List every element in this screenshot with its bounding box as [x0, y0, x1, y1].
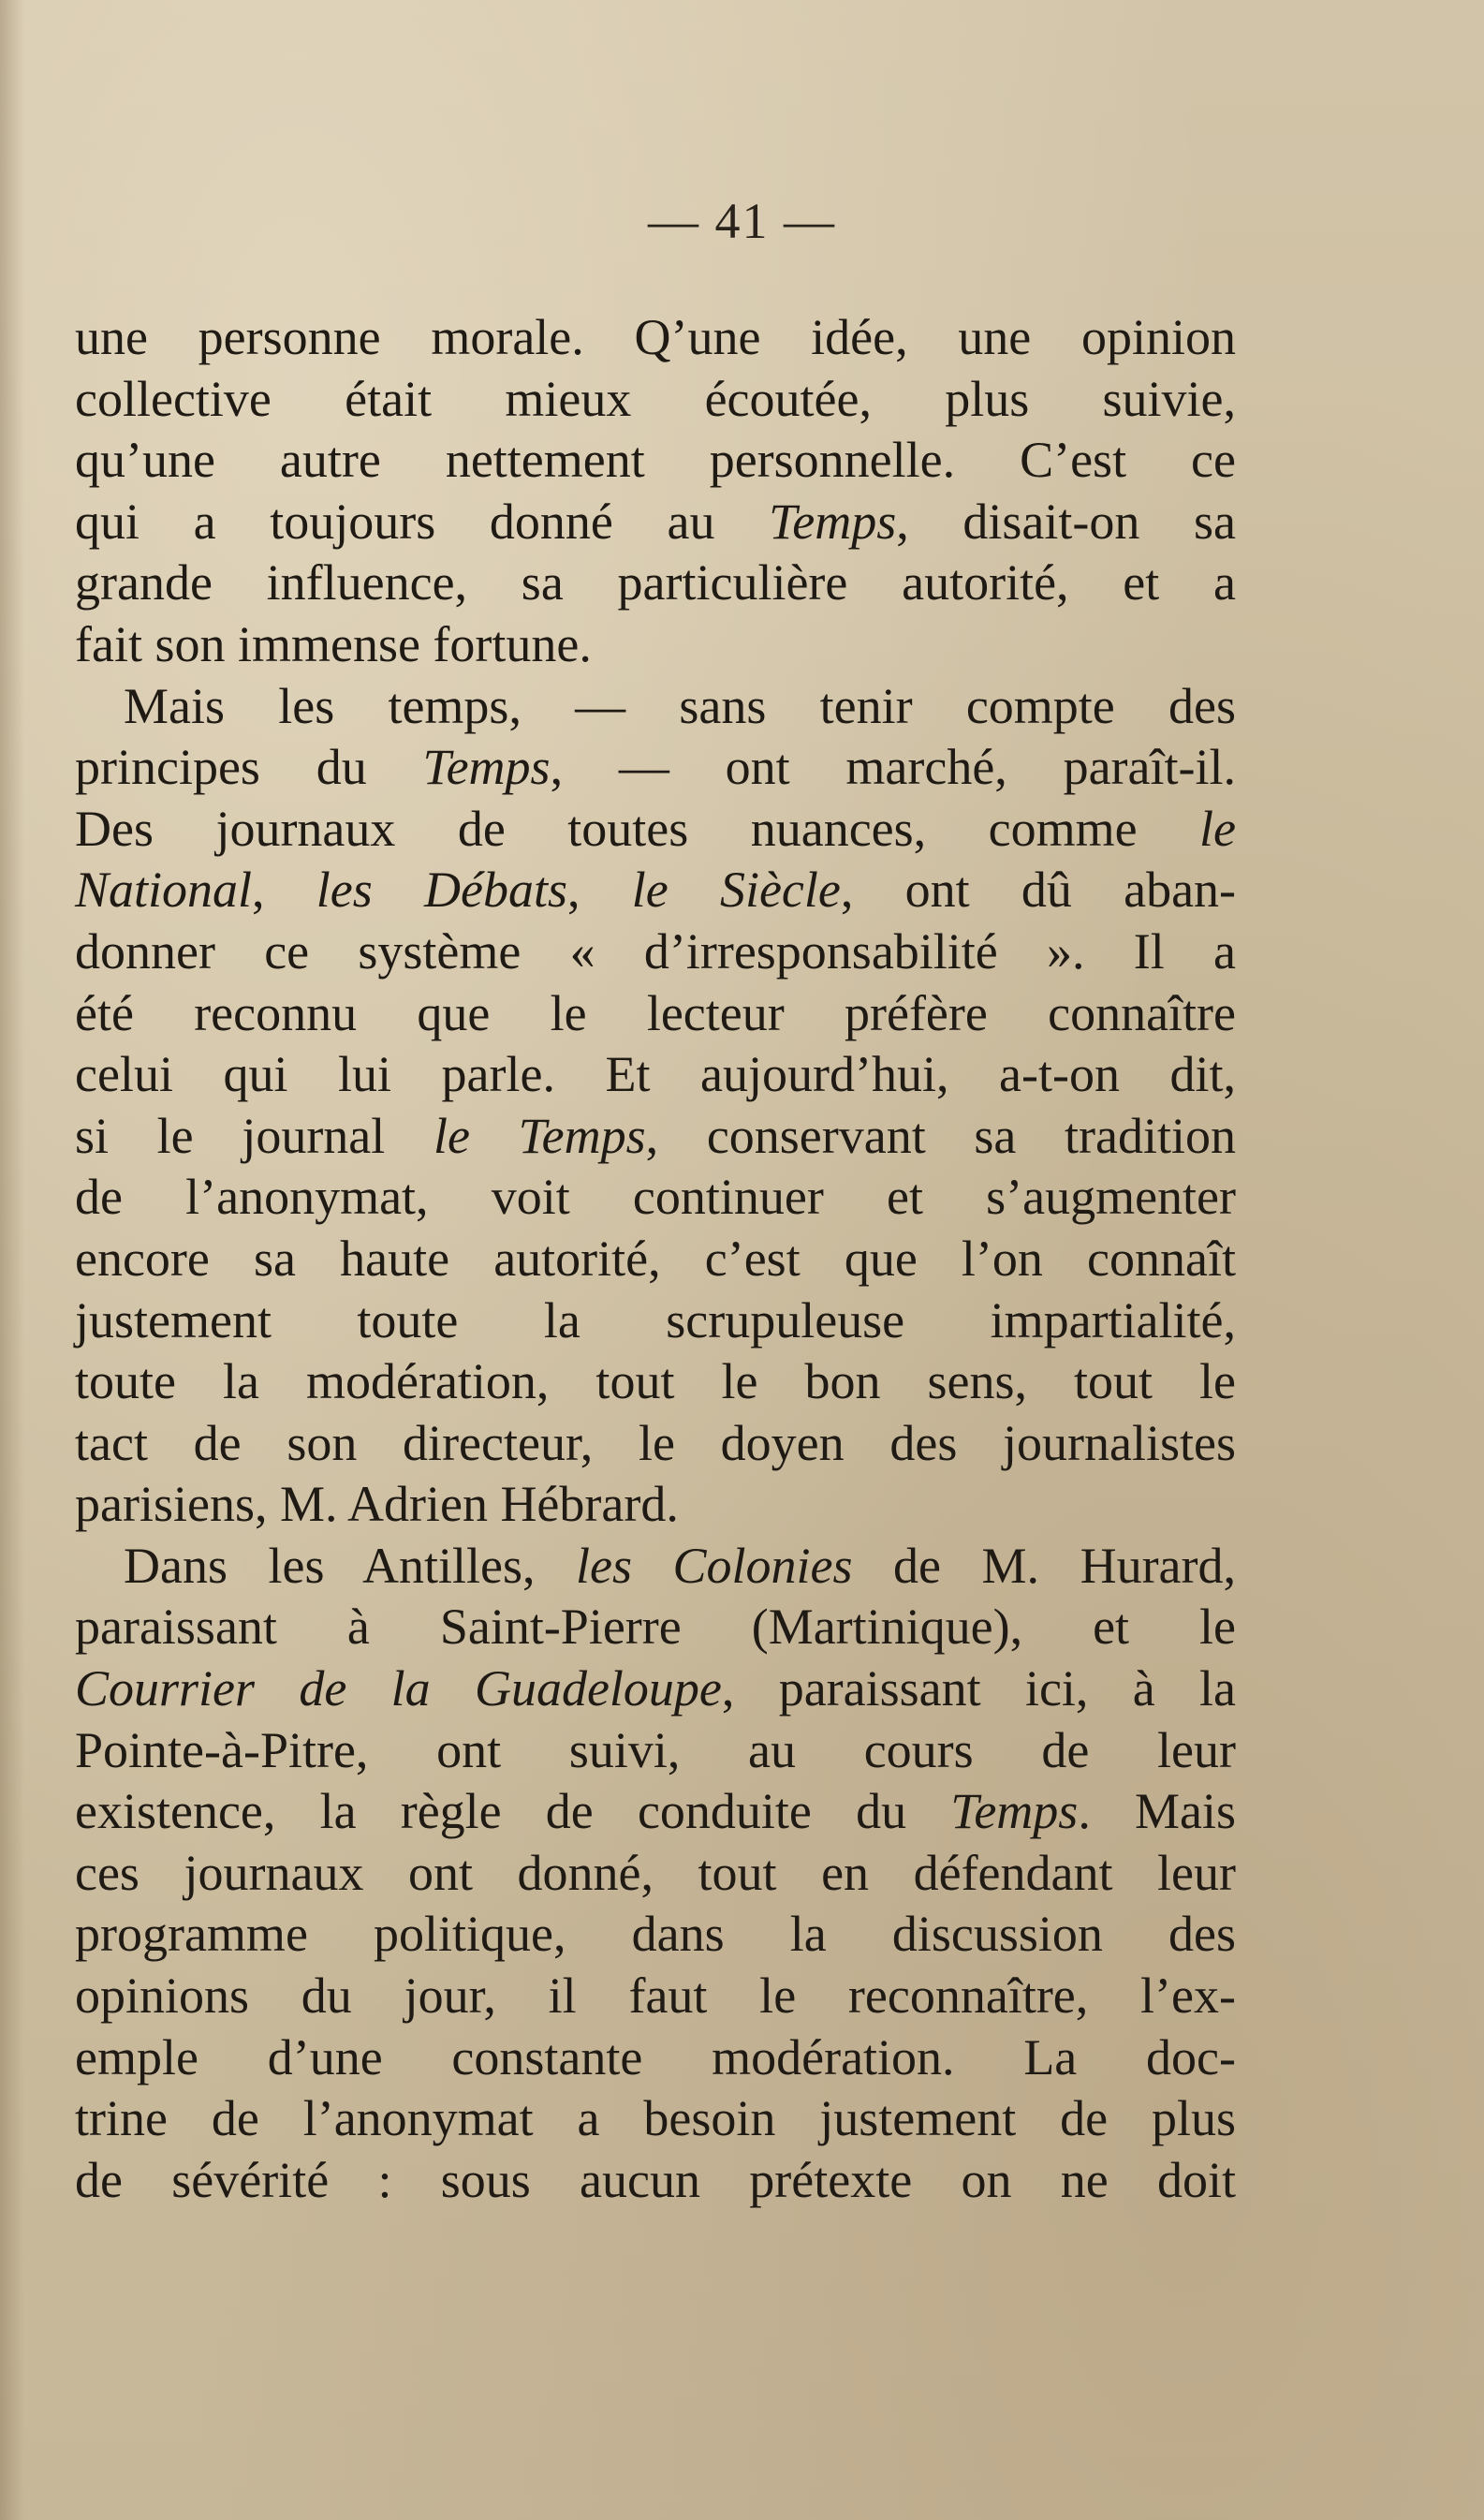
- text-run: Mais les temps, — sans tenir compte des: [124, 677, 1236, 734]
- text-line: [75, 2088, 1236, 2150]
- text-run: , disait-on sa: [896, 493, 1236, 550]
- text-line: [75, 2027, 1236, 2089]
- text-run: principes du: [75, 739, 423, 796]
- text-run: collective était mieux écoutée, plus suivie,: [75, 370, 1236, 427]
- text-run: ,: [252, 862, 316, 919]
- text-line: [75, 1044, 1236, 1106]
- text-run: parisiens, M. Adrien Hébrard.: [75, 1476, 679, 1533]
- text-line: [75, 492, 1236, 553]
- body-text: [75, 307, 1236, 2211]
- text-run: , paraissant ici, à la: [721, 1660, 1236, 1717]
- text-line: [75, 1720, 1236, 1782]
- text-run: fait son immense fortune.: [75, 615, 592, 672]
- text-line: [75, 1167, 1236, 1229]
- text-run: si le journal: [75, 1107, 433, 1164]
- text-run: existence, la règle de conduite du: [75, 1783, 951, 1840]
- text-run: paraissant à Saint-Pierre (Martinique), et le: [75, 1599, 1236, 1656]
- text-run: été reconnu que le lecteur préfère connaître: [75, 984, 1236, 1041]
- text-run: opinions du jour, il faut le reconnaître, l’ex-: [75, 1967, 1236, 2025]
- text-run: emple d’une constante modération. La doc-: [75, 2028, 1236, 2085]
- italic-title: le Temps: [433, 1107, 646, 1164]
- italic-title: les Débats: [316, 862, 567, 919]
- text-line: [75, 1597, 1236, 1658]
- text-run: Pointe-à-Pitre, ont suivi, au cours de leur: [75, 1721, 1236, 1778]
- text-line: [75, 369, 1236, 431]
- text-line: [75, 1106, 1236, 1168]
- text-run: toute la modération, tout le bon sens, tout le: [75, 1353, 1236, 1410]
- text-line: [75, 1966, 1236, 2027]
- text-line: [75, 983, 1236, 1045]
- text-run: de sévérité : sous aucun prétexte on ne doit: [75, 2151, 1236, 2208]
- text-run: encore sa haute autorité, c’est que l’on connaît: [75, 1230, 1236, 1287]
- text-run: , ont dû aban-: [840, 862, 1237, 919]
- text-line: [75, 1351, 1236, 1413]
- text-line: [75, 307, 1236, 369]
- italic-title: Courrier de la Guadeloupe: [75, 1660, 722, 1717]
- text-run: ces journaux ont donné, tout en défendant leur: [75, 1844, 1236, 1901]
- text-run: celui qui lui parle. Et aujourd’hui, a-t-on dit,: [75, 1046, 1236, 1103]
- text-line: [75, 1781, 1236, 1843]
- text-run: donner ce système « d’irresponsabilité ». Il a: [75, 922, 1236, 980]
- page-number: — 41 —: [648, 193, 836, 249]
- text-line: [75, 860, 1236, 921]
- text-line: [75, 1658, 1236, 1720]
- text-run: de l’anonymat, voit continuer et s’augmenter: [75, 1169, 1236, 1226]
- text-run: ,: [567, 862, 632, 919]
- text-run: tact de son directeur, le doyen des journalistes: [75, 1414, 1236, 1471]
- text-run: grande influence, sa particulière autorité, et a: [75, 554, 1236, 612]
- text-line: [75, 430, 1236, 492]
- text-run: . Mais: [1078, 1783, 1237, 1840]
- text-run: justement toute la scrupuleuse impartialité,: [75, 1291, 1236, 1348]
- italic-title: National: [75, 862, 253, 919]
- text-run: Des journaux de toutes nuances, comme: [75, 800, 1200, 857]
- text-line: [75, 921, 1236, 983]
- text-line: [75, 1229, 1236, 1290]
- text-run: une personne morale. Q’une idée, une opinion: [75, 309, 1236, 365]
- text-line: [75, 553, 1236, 614]
- text-run: Dans les Antilles,: [124, 1537, 577, 1594]
- text-run: programme politique, dans la discussion des: [75, 1906, 1236, 1963]
- text-line: [75, 1474, 1236, 1536]
- italic-title: Temps: [422, 739, 551, 796]
- text-line: [75, 1413, 1236, 1475]
- text-line: [75, 614, 1236, 676]
- text-run: de M. Hurard,: [852, 1537, 1236, 1594]
- text-line: [75, 1843, 1236, 1905]
- text-run: qu’une autre nettement personnelle. C’est ce: [75, 432, 1236, 489]
- text-line: [75, 676, 1236, 738]
- text-run: qui a toujours donné au: [75, 493, 770, 550]
- italic-title: le Siècle: [631, 862, 841, 919]
- text-line: [75, 2150, 1236, 2212]
- text-run: , conservant sa tradition: [645, 1107, 1236, 1164]
- italic-title: Temps: [769, 493, 897, 550]
- text-line: [75, 1904, 1236, 1966]
- italic-title: les Colonies: [576, 1537, 853, 1594]
- italic-title: Temps: [950, 1783, 1079, 1840]
- text-line: [75, 799, 1236, 861]
- text-line: [75, 1536, 1236, 1598]
- text-line: [75, 737, 1236, 799]
- italic-title: le: [1199, 800, 1236, 857]
- text-run: trine de l’anonymat a besoin justement de plus: [75, 2090, 1236, 2147]
- text-run: , — ont marché, paraît-il.: [550, 739, 1236, 796]
- text-line: [75, 1290, 1236, 1352]
